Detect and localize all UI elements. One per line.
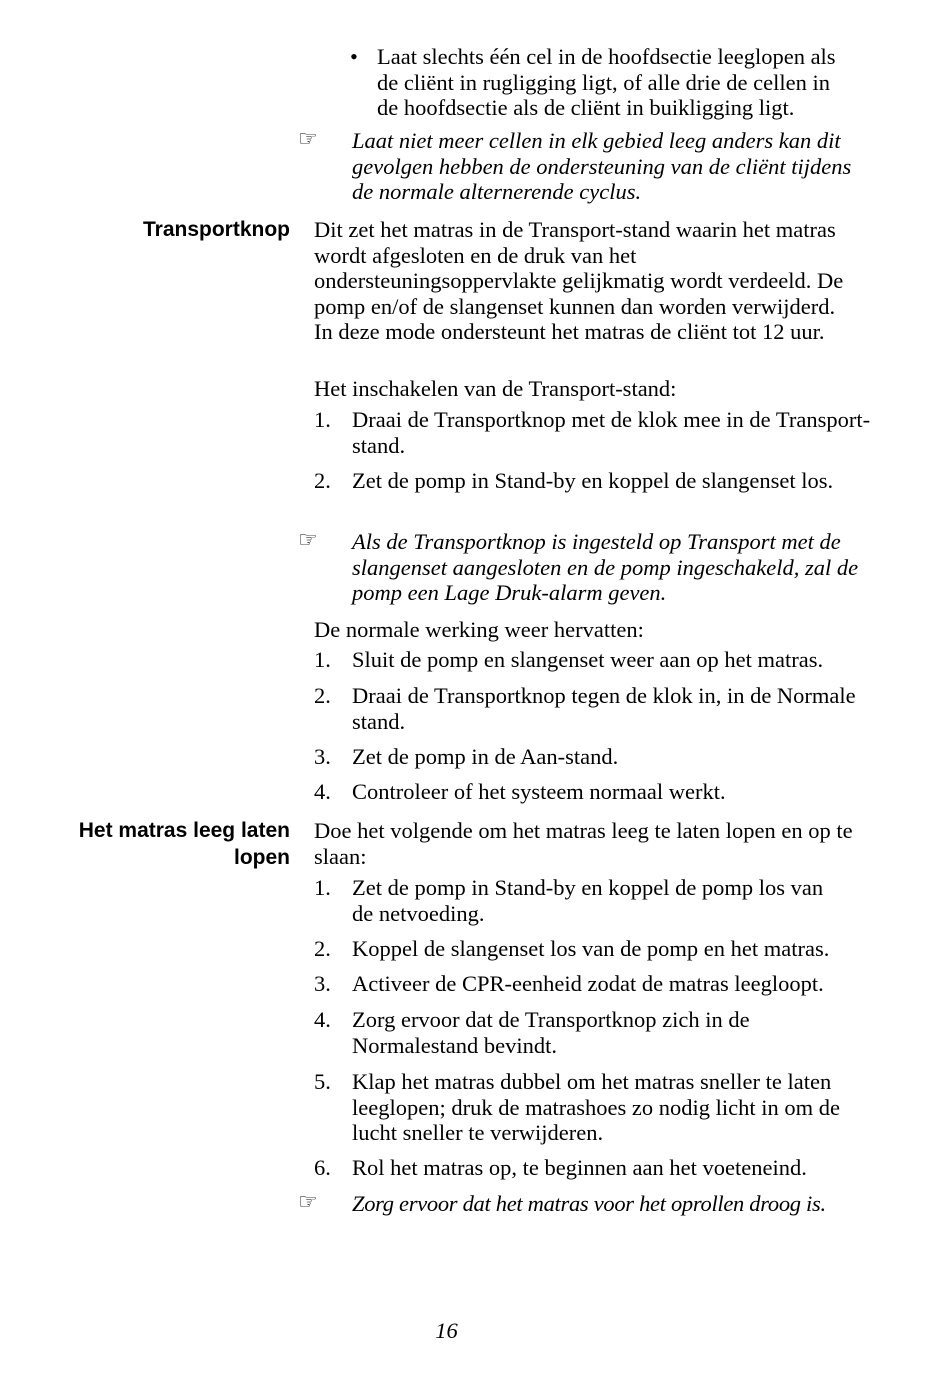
step-text: Controleer of het systeem normaal werkt. bbox=[352, 779, 726, 804]
step-number: 1. bbox=[314, 647, 331, 672]
step-number: 6. bbox=[314, 1155, 331, 1180]
step-number: 2. bbox=[314, 468, 331, 493]
note-text: Zorg ervoor dat het matras voor het oprollen droog is. bbox=[352, 1191, 826, 1216]
step-text: Zorg ervoor dat de Transportknop zich in de Normalestand bevindt. bbox=[352, 1007, 750, 1058]
bullet-icon: • bbox=[350, 44, 358, 69]
step-number: 4. bbox=[314, 779, 331, 804]
deflate-intro: Doe het volgende om het matras leeg te laten lopen en op te slaan: bbox=[314, 818, 853, 869]
step-text: Zet de pomp in Stand-by en koppel de slangenset los. bbox=[352, 468, 834, 493]
step-text: Draai de Transportknop met de klok mee in de Transport-stand. bbox=[352, 407, 871, 458]
section-heading-transport: Transportknop bbox=[142, 218, 290, 241]
note-text: Als de Transportknop is ingesteld op Transport met de slangenset aangesloten en de pomp ingeschakeld, zal de pomp een Lage Druk-alarm geven. bbox=[352, 529, 859, 605]
pointing-hand-icon: ☞ bbox=[298, 528, 318, 553]
step-number: 3. bbox=[314, 971, 331, 996]
step-text: Activeer de CPR-eenheid zodat de matras leegloopt. bbox=[352, 971, 824, 996]
step-text: Rol het matras op, te beginnen aan het voeteneind. bbox=[352, 1155, 807, 1180]
bullet-text: Laat slechts één cel in de hoofdsectie leeglopen als de cliënt in rugligging ligt, of alle drie de cellen in de hoofdsectie als de cliënt in buikligging ligt. bbox=[377, 44, 836, 120]
transport-enable-label: Het inschakelen van de Transport-stand: bbox=[314, 376, 677, 401]
step-number: 3. bbox=[314, 744, 331, 769]
step-number: 5. bbox=[314, 1069, 331, 1094]
heading-line: lopen bbox=[234, 846, 290, 869]
page-number: 16 bbox=[435, 1318, 458, 1343]
step-text: Klap het matras dubbel om het matras sneller te laten leeglopen; druk de matrashoes zo nodig licht in om de lucht sneller te verwijderen. bbox=[352, 1069, 841, 1145]
transport-intro: Dit zet het matras in de Transport-stand waarin het matras wordt afgesloten en de druk van het ondersteuningsoppervlakte gelijkmatig wordt verdeeld. De pomp en/of de slangenset kunnen dan worden verwijderd. In deze mode ondersteunt het matras de cliënt tot 12 uur. bbox=[314, 217, 844, 344]
transport-resume-label: De normale werking weer hervatten: bbox=[314, 617, 644, 642]
step-text: Zet de pomp in Stand-by en koppel de pomp los van de netvoeding. bbox=[352, 875, 824, 926]
heading-line: Het matras leeg laten bbox=[78, 819, 290, 842]
step-number: 4. bbox=[314, 1007, 331, 1032]
step-text: Sluit de pomp en slangenset weer aan op het matras. bbox=[352, 647, 824, 672]
note-text: Laat niet meer cellen in elk gebied leeg anders kan dit gevolgen hebben de ondersteuning van de cliënt tijdens de normale alternerende cyclus. bbox=[352, 128, 852, 204]
step-number: 1. bbox=[314, 875, 331, 900]
step-number: 2. bbox=[314, 683, 331, 708]
step-text: Draai de Transportknop tegen de klok in, in de Normale stand. bbox=[352, 683, 856, 734]
step-number: 2. bbox=[314, 936, 331, 961]
step-text: Zet de pomp in de Aan-stand. bbox=[352, 744, 619, 769]
section-heading-deflate bbox=[30, 817, 290, 871]
pointing-hand-icon: ☞ bbox=[298, 1190, 318, 1215]
pointing-hand-icon: ☞ bbox=[298, 127, 318, 152]
step-text: Koppel de slangenset los van de pomp en het matras. bbox=[352, 936, 830, 961]
step-number: 1. bbox=[314, 407, 331, 432]
